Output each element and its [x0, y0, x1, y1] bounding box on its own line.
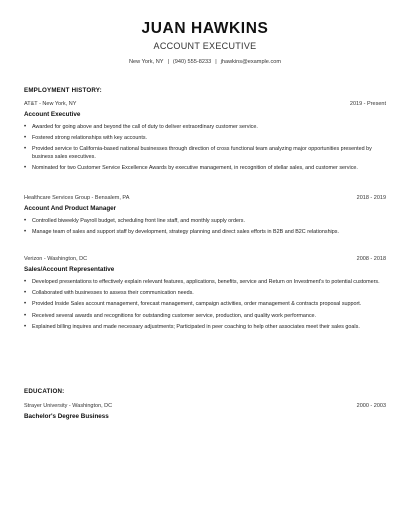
contact-separator: | [167, 59, 169, 65]
contact-line [0, 59, 410, 65]
job-bullets [24, 279, 386, 331]
job-bullet: • Collaborated with businesses to assess their communication needs. [24, 290, 386, 298]
job-bullets [24, 218, 386, 237]
job-entry [24, 195, 386, 240]
contact-location: New York, NY [128, 59, 164, 65]
candidate-name: JUAN HAWKINS [141, 20, 269, 37]
job-company: Healthcare Services Group - Bensalem, PA [24, 195, 130, 201]
candidate-title: ACCOUNT EXECUTIVE [153, 41, 257, 51]
education-dates: 2000 - 2003 [356, 403, 386, 409]
job-bullet: • Explained billing inquires and made necessary adjustments; Participated in peer coaching to help other associates meet their sales goals. [24, 324, 386, 332]
contact-phone: (940) 555-8233 [172, 59, 212, 65]
employment-heading: EMPLOYMENT HISTORY: [24, 87, 102, 94]
job-bullet: • Developed presentations to effectively explain relevant features, applications, benefits, service and Return on Investment's to potential customers. [24, 279, 386, 287]
contact-separator: | [215, 59, 217, 65]
job-bullet: • Awarded for going above and beyond the call of duty to deliver extraordinary customer service. [24, 124, 386, 132]
job-company: AT&T - New York, NY [24, 101, 77, 107]
job-bullets [24, 124, 386, 173]
education-school: Strayer University - Washington, DC [24, 403, 113, 409]
job-bullet: • Provided Inside Sales account management, forecast management, campaign activities, order management & contracts proposal support. [24, 301, 386, 309]
job-dates: 2018 - 2019 [356, 195, 386, 201]
job-bullet: • Nominated for two Customer Service Excellence Awards by executive management, in recognition of stellar sales, and customer service. [24, 165, 386, 173]
job-bullet: • Received several awards and recognitions for outstanding customer service, production, and quality work performance. [24, 313, 386, 321]
education-heading: EDUCATION: [24, 388, 65, 395]
job-dates: 2008 - 2018 [356, 256, 386, 262]
job-title: Account And Product Manager [24, 205, 117, 212]
job-dates: 2019 - Present [349, 101, 386, 107]
contact-email: jhawkins@example.com [220, 59, 282, 65]
job-entry [24, 256, 386, 335]
job-bullet: • Fostered strong relationships with key accounts. [24, 135, 386, 143]
job-bullet: • Provided service to California-based national businesses through direction of cross functional team analyzing major opportunities presented by business sales executives. [24, 146, 386, 161]
job-company: Verizon - Washington, DC [24, 256, 88, 262]
job-bullet: • Controlled biweekly Payroll budget, scheduling front line staff, and monthly supply orders. [24, 218, 386, 226]
education-degree: Bachelor's Degree Business [24, 413, 109, 420]
job-entry [24, 101, 386, 176]
job-bullet: • Manage team of sales and support staff by development, strategy planning and direct sales efforts in B2B and B2C relationships. [24, 229, 386, 237]
job-title: Account Executive [24, 111, 81, 118]
job-title: Sales/Account Representative [24, 266, 115, 273]
education-entry [24, 403, 386, 426]
